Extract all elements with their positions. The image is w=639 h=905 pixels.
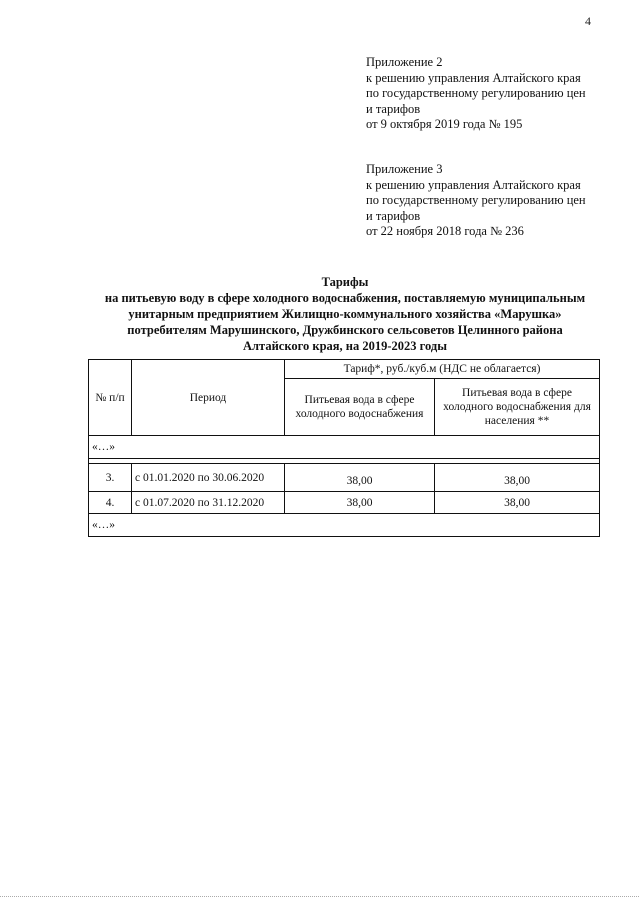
appendix-note-line: по государственному регулированию цен (366, 193, 586, 207)
appendix-note-3 (366, 162, 628, 240)
tariff-table (88, 359, 600, 537)
row-tariff: 38,00 (285, 492, 435, 514)
header-drinking-water: Питьевая вода в сфере холодного водоснабжения (285, 379, 435, 436)
appendix-note-line: и тарифов (366, 208, 421, 223)
header-num: № п/п (89, 360, 132, 436)
row-period: с 01.07.2020 по 31.12.2020 (132, 492, 285, 514)
appendix-note-line: Приложение 2 (366, 55, 443, 69)
row-tariff-population: 38,00 (435, 492, 600, 514)
table-row (89, 492, 600, 514)
header-drinking-water-population: Питьевая вода в сфере холодного водоснабжения для населения ** (435, 379, 600, 436)
appendix-note-2 (366, 55, 628, 133)
page-number: 4 (585, 14, 591, 28)
row-period: с 01.01.2020 по 30.06.2020 (132, 464, 285, 492)
title-line: Тарифы (321, 275, 369, 289)
appendix-note-line: к решению управления Алтайского края (366, 70, 581, 85)
table-row-ellipsis (89, 514, 600, 537)
header-tariff: Тариф*, руб./куб.м (НДС не облагается) (285, 360, 600, 379)
appendix-note-line: и тарифов (366, 101, 421, 116)
table-row (89, 464, 600, 492)
appendix-note-line: от 9 октября 2019 года № 195 (366, 117, 523, 131)
appendix-note-line: к решению управления Алтайского края (366, 177, 581, 192)
row-num: 4. (89, 492, 132, 514)
row-num: 3. (89, 464, 132, 492)
title-line: потребителям Марушинского, Дружбинского сельсоветов Целинного района (127, 323, 563, 337)
header-period: Период (132, 360, 285, 436)
scan-edge-line (0, 896, 639, 897)
appendix-note-line: от 22 ноября 2018 года № 236 (366, 224, 524, 238)
appendix-note-line: Приложение 3 (366, 162, 443, 176)
ellipsis-cell: «…» (89, 436, 600, 459)
row-tariff-population: 38,00 (435, 464, 600, 492)
title-line: на питьевую воду в сфере холодного водоснабжения, поставляемую муниципальным (104, 291, 586, 305)
title-line: унитарным предприятием Жилищно-коммунального хозяйства «Марушка» (128, 307, 562, 321)
title-line: Алтайского края, на 2019-2023 годы (243, 339, 447, 353)
row-tariff: 38,00 (285, 464, 435, 492)
appendix-note-line: по государственному регулированию цен (366, 86, 586, 100)
document-title (70, 274, 620, 354)
ellipsis-cell: «…» (89, 514, 600, 537)
table-row-ellipsis (89, 436, 600, 459)
table-header-row (89, 360, 600, 379)
